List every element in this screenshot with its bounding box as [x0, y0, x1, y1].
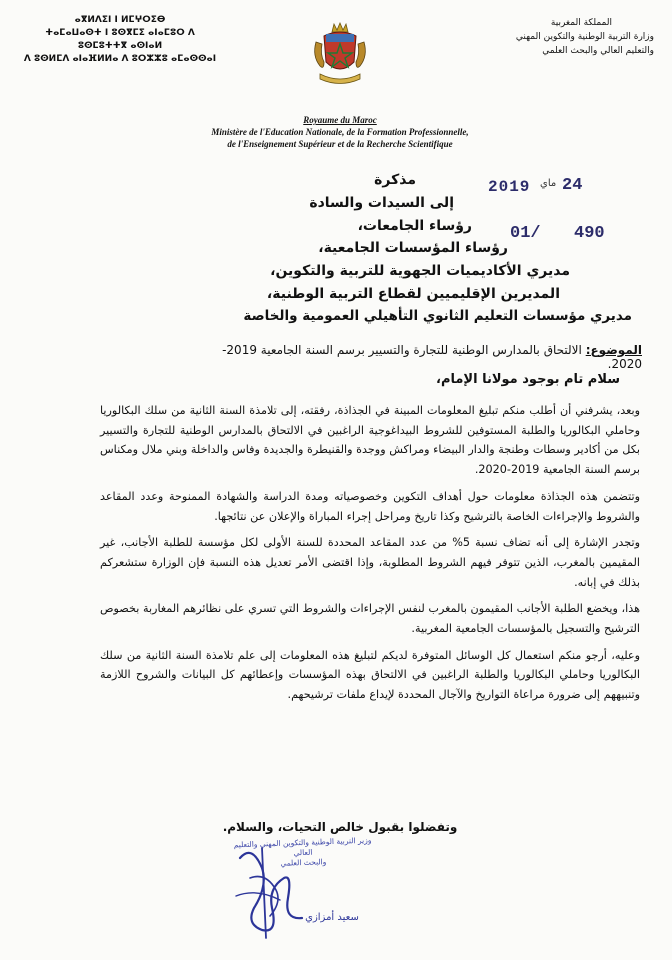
ministry-stamp — [232, 835, 374, 948]
greeting: سلام تام بوجود مولانا الإمام، — [436, 372, 620, 387]
french-letterhead-line: de l'Enseignement Supérieur et de la Recherche Scientifique — [227, 139, 453, 149]
subject-text: الالتحاق بالمدارس الوطنية للتجارة والتسيير برسم السنة الجامعية 2019-2020. — [222, 343, 642, 371]
date-month: ماي — [540, 178, 557, 189]
recipient-line: رؤساء المؤسسات الجامعية، — [318, 240, 508, 256]
stamp-line: وزير التربية الوطنية والتكوين المهني والتعليم العالي — [233, 835, 372, 858]
reference-number: 490 — [574, 224, 605, 243]
signature-scribble — [232, 835, 374, 948]
date-year: 2019 — [488, 178, 531, 196]
memo-body — [100, 401, 640, 712]
arabic-letterhead-line: والتعليم العالي والبحث العلمي — [542, 46, 654, 56]
stamp-line: والبحث العلمي — [280, 857, 327, 868]
body-paragraph: وتجدر الإشارة إلى أنه تضاف نسبة 5% من عدد المقاعد المحددة للسنة الأولى لكل مؤسسة للطلبة الأجانب، غير المقيمين بالمغرب، الذين تتوفر فيهم الشروط المطلوبة، وإذا اقتضى الأمر تعديل هذه النسبة فإن الوزارة ستشعركم بذلك في إبانه. — [100, 536, 640, 589]
body-paragraph: وعليه، أرجو منكم استعمال كل الوسائل المتوفرة لديكم لتبليغ هذه المعلومات إلى علم تلامذة السنة الثانية من سلك البكالوريا وحاملي البكالوريا والطلبة الراغبين في الالتحاق بهذه المؤسسات وإعطائهم كل البيانات والشروح اللازمة وتنبيههم إلى ضرورة مراعاة التواريخ والآجال المحددة لإيداع ملفات ترشيحهم. — [100, 648, 640, 702]
arabic-letterhead-line: وزارة التربية الوطنية والتكوين المهني — [515, 32, 654, 42]
tifinagh-letterhead — [20, 14, 220, 66]
french-letterhead-line: Ministère de l'Education Nationale, de la Formation Professionnelle, — [211, 127, 469, 137]
arabic-letterhead — [484, 16, 654, 58]
arabic-letterhead-line: المملكة المغربية — [550, 18, 612, 28]
recipient-line: مديري مؤسسات التعليم الثانوي التأهيلي العمومية والخاصة — [243, 308, 632, 324]
memo-title: مذكرة — [374, 172, 416, 188]
moroccan-coat-of-arms-icon — [310, 22, 370, 88]
signatory-name: سعيد أمزازي — [305, 912, 359, 923]
body-paragraph: وتتضمن هذه الجذاذة معلومات حول أهداف التكوين وخصوصياته ومدة الدراسة والشهادة الممنوحة وعدد المقاعد والشروط والإجراءات الخاصة بالترشيح وكذا تاريخ ومراحل إجراء المباراة والإعلان عن نتائجها. — [100, 489, 640, 523]
subject-line — [202, 343, 642, 371]
closing-line: وتفضلوا بقبول خالص التحيات، والسلام. — [222, 820, 458, 834]
subject-label: الموضوع: — [585, 343, 642, 357]
recipient-line: رؤساء الجامعات، — [357, 218, 472, 234]
body-paragraph: وبعد، يشرفني أن أطلب منكم تبليغ المعلومات المبينة في الجذاذة، رفقته، إلى تلامذة السنة الثانية من سلك البكالوريا وحاملي البكالوريا والطلبة المستوفين للشروط البيداغوجية الراغبين في الالتحاق بالمدارس الوطنية للتجارة والتسيير بكل من أكادير وسطات وطنجة والدار البيضاء ومراكش ووجدة والقنيطرة والجديدة وفاس والداخلة وبني ملال ومكناس برسم السنة الجامعية 2019-2020. — [100, 404, 640, 477]
french-letterhead — [150, 114, 530, 150]
recipient-line: مديري الأكاديميات الجهوية للتربية والتكوين، — [270, 263, 570, 279]
tifinagh-line: ⴰⴳⵍⴷⵉⵏ ⵏ ⵍⵎⵖⵔⵉⴱ — [74, 15, 166, 25]
reference-prefix: 01/ — [510, 224, 541, 243]
recipient-line: إلى السيدات والسادة — [309, 195, 454, 211]
date-day: 24 — [562, 176, 583, 195]
french-letterhead-line: Royaume du Maroc — [303, 115, 377, 125]
body-paragraph: هذا، ويخضع الطلبة الأجانب المقيمون بالمغرب لنفس الإجراءات والشروط التي تسري على نظائرهم المغاربة بخصوص الترشيح والتسجيل بالمؤسسات الجامعية المغربية. — [100, 602, 640, 636]
tifinagh-line: ⴷ ⵓⵙⵍⵎⴷ ⴰⵏⴰⴼⵍⵍⴰ ⴷ ⵓⵔⵣⵣⵓ ⴰⵎⴰⵙⵙⴰⵏ — [23, 54, 217, 64]
recipient-line: المديرين الإقليميين لقطاع التربية الوطنية، — [266, 286, 560, 302]
tifinagh-line: ⵜⴰⵎⴰⵡⴰⵙⵜ ⵏ ⵓⵙⴳⵎⵉ ⴰⵏⴰⵎⵓⵔ ⴷ ⵓⵙⵎⵓⵜⵜⴳ ⴰⵙⵏⴰⵍ — [45, 28, 195, 51]
